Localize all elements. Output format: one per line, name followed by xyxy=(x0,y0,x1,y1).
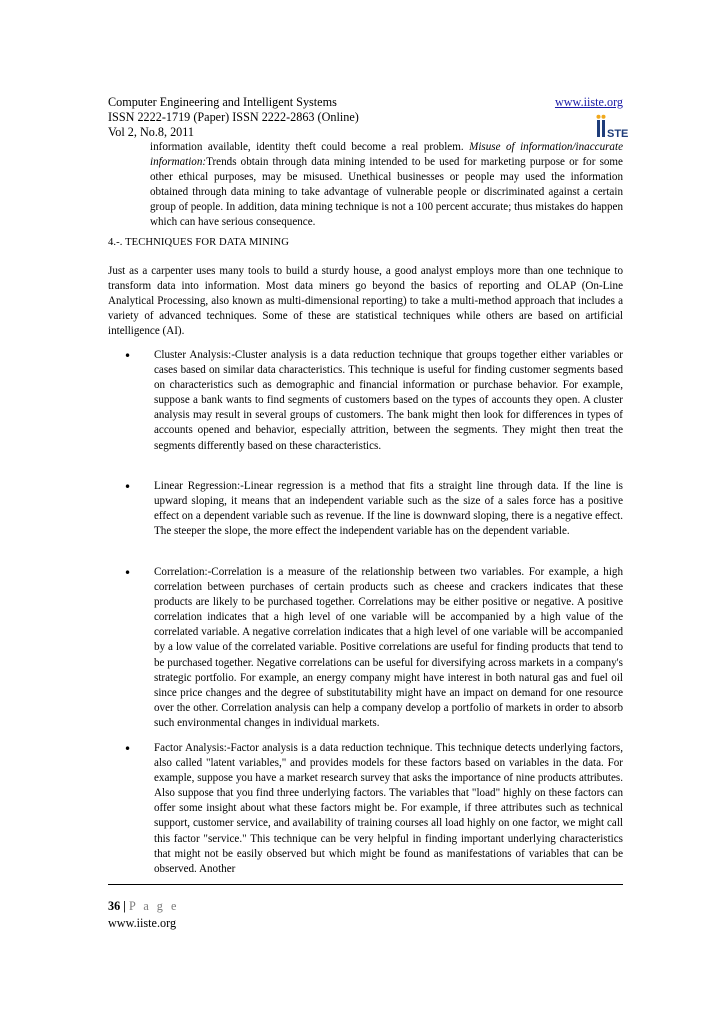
section-heading: 4.-. TECHNIQUES FOR DATA MINING xyxy=(108,237,289,248)
volume-line: Vol 2, No.8, 2011 xyxy=(108,125,194,139)
page-label: P a g e xyxy=(128,899,179,913)
footer-separator: | xyxy=(120,899,129,913)
bullet-text: Cluster Analysis:-Cluster analysis is a data reduction technique that groups together either variables or cases based on similar data characteristics. This technique is useful for finding customer segments based on characteristics such as demographic and financial information or purchase behavior. For example, suppose a bank wants to find segments of customers based on the types of accounts they open. A cluster analysis may result in several groups of customers. The bank might then look for differences in types of accounts opened and behavior, especially attrition, between the segments. They might then treat the segments differently based on these characteristics. xyxy=(154,349,623,452)
footer-website: www.iiste.org xyxy=(108,916,177,930)
journal-title: Computer Engineering and Intelligent Systems xyxy=(108,95,337,109)
svg-text:STE: STE xyxy=(607,128,629,140)
intro-text: Just as a carpenter uses many tools to build a sturdy house, a good analyst employs more than one technique to transform data into information. Most data miners go beyond the basics of reporting and OLAP (On-Line Analytical Processing, also known as multi-dimensional reporting) to take a multi-method approach that includes a variety of advanced techniques. Some of these are statistical techniques while others are based on artificial intelligence (AI). xyxy=(108,265,623,338)
bullet-item-correlation xyxy=(108,565,623,731)
bullet-item-linear-regression xyxy=(108,479,623,539)
journal-website-link[interactable]: www.iiste.org xyxy=(554,95,623,109)
page-number: 36 xyxy=(108,899,121,913)
continued-text-start: information available, identity theft could become a real problem. xyxy=(150,141,470,153)
bullet-text: Factor Analysis:-Factor analysis is a data reduction technique. This technique detects underlying factors, also called "latent variables," and provides models for these factors based on variables in the data. For example, suppose you have a market research survey that asks the importance of nine products attributes. Also suppose that you find three underlying factors. The variables that "load" highly on these factors can offer some insight about what these factors might be. For example, if three attributes such as technical support, customer service, and availability of training courses all load highly on one factor, we might call this factor "service." This technique can be very helpful in finding important underlying characteristics that might not be easily observed but which might be found as manifestations of variables that can be observed. Another xyxy=(154,742,623,875)
bullet-text: Correlation:-Correlation is a measure of the relationship between two variables. For example, a high correlation between purchases of certain products such as cheese and crackers indicates that these products are likely to be purchased together. Correlations may be either positive or negative. A positive correlation indicates that a high level of one variable will be accompanied by a high value of the correlated variable. A negative correlation indicates that a high level of one variable will be accompanied by a low value of the correlated variable. Positive correlations are useful for finding products that tend to be purchased together. Negative correlations can be useful for diversifying across markets in a company's strategic portfolio. For example, an energy company might have interest in both natural gas and fuel oil since price changes and the degree of substitutability might have an impact on demand for one resource over the other. Correlation analysis can help a company develop a portfolio of markets in order to absorb such environmental changes in individual markets. xyxy=(154,566,623,729)
italic-subheading: Misuse of information/inaccurate information: xyxy=(150,141,623,169)
continued-text-end: Trends obtain through data mining intended to be used for marketing purpose or for some other ethical purposes, may be misused. Unethical businesses or people may used the information obtained through data mining to take advantage of vulnerable people or discriminated against a certain group of people. In addition, data mining technique is not a 100 percent accurate; thus mistakes do happen which can have serious consequence. xyxy=(150,156,623,229)
page-footer xyxy=(108,898,179,932)
footer-divider xyxy=(108,884,623,885)
iiste-logo-icon xyxy=(596,114,629,140)
intro-paragraph xyxy=(108,264,623,339)
bullet-marker: • xyxy=(124,566,132,580)
bullet-text: Linear Regression:-Linear regression is a method that fits a straight line through data. If the line is upward sloping, it means that an independent variable such as the size of a sales force has a positive effect on a dependent variable such as revenue. If the line is downward sloping, there is a negative effect. The steeper the slope, the more effect the independent variable has on the dependent variable. xyxy=(154,480,623,538)
issn-line: ISSN 2222-1719 (Paper) ISSN 2222-2863 (Online) xyxy=(108,110,359,124)
page-header xyxy=(108,95,623,140)
bullet-marker: • xyxy=(124,349,132,363)
bullet-marker: • xyxy=(124,480,132,494)
bullet-item-factor-analysis xyxy=(108,741,623,877)
bullet-marker: • xyxy=(124,742,132,756)
bullet-item-cluster-analysis xyxy=(108,348,623,454)
continued-paragraph xyxy=(150,140,623,231)
